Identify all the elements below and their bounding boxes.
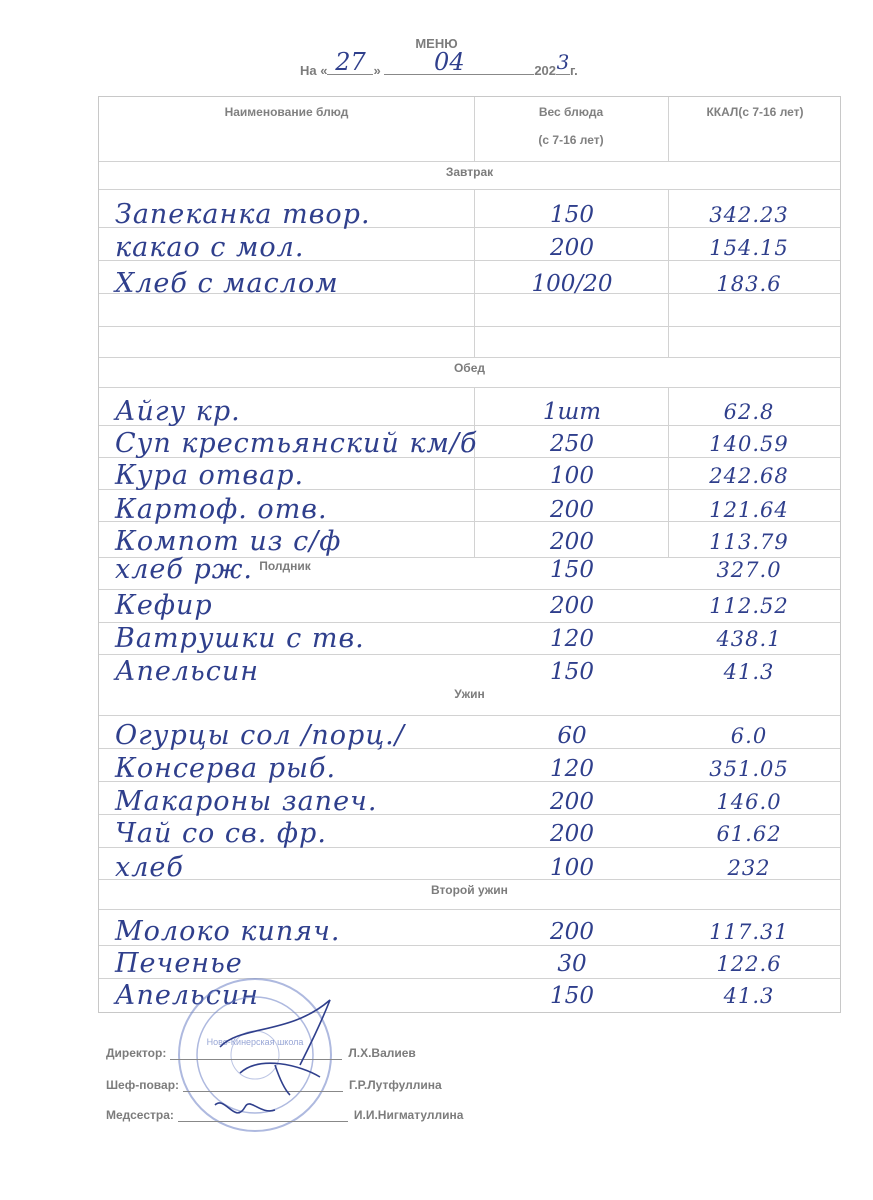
- rule: [99, 909, 840, 910]
- dish-weight: 1шт: [542, 399, 602, 425]
- date-line: [300, 48, 578, 78]
- dish-name: Хлеб с маслом: [115, 268, 339, 299]
- dish-name: Апельсин: [115, 656, 260, 687]
- signature-name: Г.Р.Лутфуллина: [349, 1078, 442, 1092]
- date-mid: »: [373, 63, 381, 78]
- menu-row: [99, 269, 840, 299]
- date-month-field: [384, 48, 534, 76]
- dish-name: хлеб: [115, 852, 184, 883]
- menu-row: [99, 461, 840, 491]
- rule: [99, 357, 840, 358]
- menu-row: [99, 721, 840, 751]
- dish-kcal: 351.05: [709, 757, 789, 781]
- section-title-snack: Полдник: [259, 559, 311, 573]
- menu-row: [99, 917, 840, 947]
- dish-kcal: 342.23: [709, 203, 789, 227]
- section-title-lunch: Обед: [453, 361, 486, 375]
- year-digit: 3: [556, 50, 570, 74]
- dish-weight: 100: [550, 463, 594, 489]
- dish-kcal: 327.0: [716, 558, 782, 582]
- menu-title: МЕНЮ: [415, 36, 458, 51]
- dish-weight: 150: [550, 557, 594, 583]
- year-prefix: 202: [534, 63, 557, 78]
- dish-weight: 250: [550, 431, 594, 457]
- dish-name: хлеб рж.: [115, 554, 254, 585]
- dish-kcal: 183.6: [716, 272, 782, 296]
- menu-row: [99, 429, 840, 459]
- menu-row: [99, 397, 840, 427]
- dish-weight: 100/20: [531, 271, 613, 297]
- dish-kcal: 117.31: [709, 920, 789, 944]
- menu-row: [99, 527, 840, 557]
- dish-name: Кефир: [115, 590, 213, 621]
- date-month: 04: [434, 48, 465, 76]
- date-prefix: На «: [300, 63, 328, 78]
- signature-role: Медсестра:: [106, 1108, 174, 1122]
- menu-table: [98, 96, 841, 1013]
- rule: [99, 387, 840, 388]
- menu-row: [99, 787, 840, 817]
- dish-weight: 100: [550, 855, 594, 881]
- menu-row: [99, 754, 840, 784]
- dish-kcal: 113.79: [709, 530, 789, 554]
- dish-weight: 120: [550, 756, 594, 782]
- dish-kcal: 122.6: [716, 952, 782, 976]
- menu-row: [99, 657, 840, 687]
- signature-name: И.И.Нигматуллина: [353, 1108, 464, 1122]
- dish-name: Огурцы сол /порц./: [115, 720, 405, 751]
- menu-row: [99, 555, 840, 585]
- menu-row: [99, 233, 840, 263]
- dish-weight: 200: [550, 821, 594, 847]
- menu-row: [99, 853, 840, 883]
- section-title-second-dinner: Второй ужин: [431, 883, 508, 897]
- menu-row: [99, 819, 840, 849]
- col-header-weight: Вес блюда: [538, 105, 604, 119]
- dish-name: Макароны запеч.: [115, 786, 378, 817]
- dish-kcal: 112.52: [709, 594, 789, 618]
- dish-weight: 200: [550, 235, 594, 261]
- dish-kcal: 232: [727, 856, 771, 880]
- dish-weight: 200: [550, 529, 594, 555]
- dish-kcal: 121.64: [709, 498, 789, 522]
- col-header-weight-age: (с 7-16 лет): [538, 133, 604, 147]
- dish-weight: 30: [557, 951, 587, 977]
- menu-row: [99, 591, 840, 621]
- handwritten-signatures: [180, 995, 350, 1135]
- col-header-name: Наименование блюд: [224, 105, 349, 119]
- dish-name: Картоф. отв.: [115, 494, 328, 525]
- dish-weight: 200: [550, 497, 594, 523]
- rule: [99, 715, 840, 716]
- menu-row: [99, 495, 840, 525]
- dish-kcal: 154.15: [709, 236, 789, 260]
- dish-name: Компот из с/ф: [115, 526, 342, 557]
- stamp-text: Ново-Кинерская школа: [206, 1037, 304, 1047]
- dish-kcal: 61.62: [716, 822, 782, 846]
- dish-weight: 60: [557, 723, 587, 749]
- menu-row: [99, 200, 840, 230]
- dish-name: Молоко кипяч.: [115, 916, 341, 947]
- dish-kcal: 146.0: [716, 790, 782, 814]
- dish-name: Айгу кр.: [115, 396, 241, 427]
- dish-kcal: 6.0: [730, 724, 768, 748]
- signature-role: Шеф-повар:: [106, 1078, 180, 1092]
- dish-name: Апельсин: [115, 980, 260, 1011]
- dish-kcal: 41.3: [723, 660, 775, 684]
- rule: [99, 326, 840, 327]
- dish-kcal: 438.1: [716, 627, 782, 651]
- dish-kcal: 62.8: [723, 400, 775, 424]
- rule: [99, 189, 840, 190]
- dish-kcal: 242.68: [709, 464, 789, 488]
- section-title-dinner: Ужин: [454, 687, 485, 701]
- dish-name: Запеканка твор.: [115, 199, 371, 230]
- dish-weight: 150: [550, 659, 594, 685]
- signature-name: Л.Х.Валиев: [348, 1046, 416, 1060]
- year-field: [556, 50, 570, 75]
- dish-name: Печенье: [115, 948, 243, 979]
- rule: [99, 654, 840, 655]
- dish-name: какао с мол.: [115, 232, 305, 263]
- rule: [99, 161, 840, 162]
- dish-name: Ватрушки с тв.: [115, 623, 365, 654]
- menu-row: [99, 624, 840, 654]
- year-suffix: г.: [570, 63, 578, 78]
- dish-kcal: 140.59: [709, 432, 789, 456]
- dish-weight: 150: [550, 983, 594, 1009]
- date-day: 27: [335, 48, 366, 76]
- signature-role: Директор:: [106, 1046, 167, 1060]
- dish-weight: 200: [550, 593, 594, 619]
- dish-weight: 200: [550, 919, 594, 945]
- dish-name: Консерва рыб.: [115, 753, 337, 784]
- dish-name: Чай со св. фр.: [115, 818, 327, 849]
- dish-weight: 120: [550, 626, 594, 652]
- section-title-breakfast: Завтрак: [445, 165, 494, 179]
- dish-name: Суп крестьянский км/б: [115, 428, 478, 459]
- dish-weight: 150: [550, 202, 594, 228]
- dish-kcal: 41.3: [723, 984, 775, 1008]
- dish-name: Кура отвар.: [115, 460, 305, 491]
- dish-weight: 200: [550, 789, 594, 815]
- col-header-kcal: ККАЛ(с 7-16 лет): [706, 105, 804, 119]
